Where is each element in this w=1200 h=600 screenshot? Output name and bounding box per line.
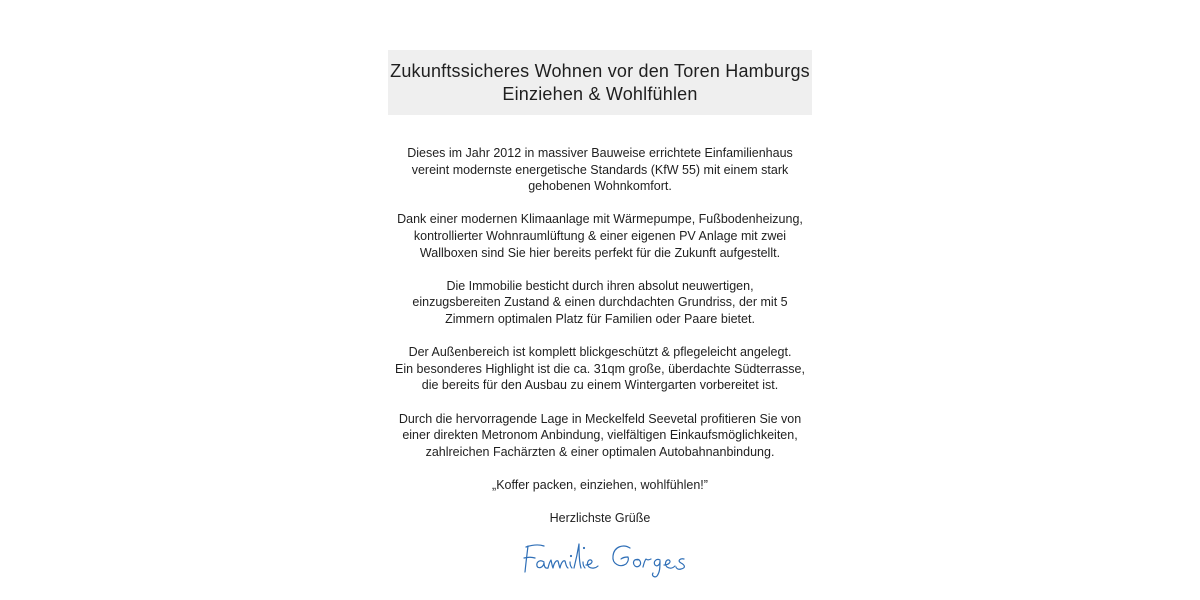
paragraph-outdoor	[388, 344, 812, 394]
paragraph-line: Dank einer modernen Klimaanlage mit Wärmepumpe, Fußbodenheizung,	[397, 212, 803, 227]
description-body	[388, 145, 812, 543]
paragraph-line: Wallboxen sind Sie hier bereits perfekt für die Zukunft aufgestellt.	[419, 245, 781, 260]
paragraph-location	[388, 411, 812, 461]
paragraph-line: kontrollierter Wohnraumlüftung & einer eigenen PV Anlage mit zwei	[413, 228, 787, 243]
paragraph-line: vereint modernste energetische Standards (KfW 55) mit einem stark	[411, 162, 789, 177]
paragraph-line: Dieses im Jahr 2012 in massiver Bauweise errichtete Einfamilienhaus	[407, 146, 793, 160]
paragraph-line: einer direkten Metronom Anbindung, vielfältigen Einkaufsmöglichkeiten,	[402, 428, 798, 443]
closing-greeting: Herzlichste Grüße	[549, 511, 651, 526]
header-banner	[388, 50, 812, 115]
handwritten-signature	[518, 538, 694, 580]
slogan-quote: „Koffer packen, einziehen, wohlfühlen!”	[492, 477, 708, 492]
paragraph-condition	[388, 278, 812, 328]
paragraph-line: zahlreichen Fachärzten & einer optimalen Autobahnanbindung.	[425, 444, 775, 459]
paragraph-line: Durch die hervorragende Lage in Meckelfeld Seevetal profitieren Sie von	[398, 411, 802, 426]
paragraph-line: Ein besonderes Highlight ist die ca. 31qm große, überdachte Südterrasse,	[395, 361, 805, 376]
paragraph-line: Der Außenbereich ist komplett blickgeschützt & pflegeleicht angelegt.	[408, 345, 792, 360]
paragraph-line: Zimmern optimalen Platz für Familien oder Paare bietet.	[445, 311, 755, 326]
paragraph-line: einzugsbereiten Zustand & einen durchdachten Grundriss, der mit 5	[412, 295, 788, 310]
paragraph-construction	[388, 145, 812, 195]
paragraph-line: die bereits für den Ausbau zu einem Wintergarten vorbereitet ist.	[421, 378, 779, 393]
paragraph-line: gehobenen Wohnkomfort.	[528, 179, 672, 194]
paragraph-line: Die Immobilie besticht durch ihren absolut neuwertigen,	[446, 278, 754, 293]
paragraph-technology	[388, 211, 812, 261]
headline-line-1: Zukunftssicheres Wohnen vor den Toren Hamburgs	[390, 60, 810, 81]
headline-line-2: Einziehen & Wohlfühlen	[502, 83, 698, 104]
